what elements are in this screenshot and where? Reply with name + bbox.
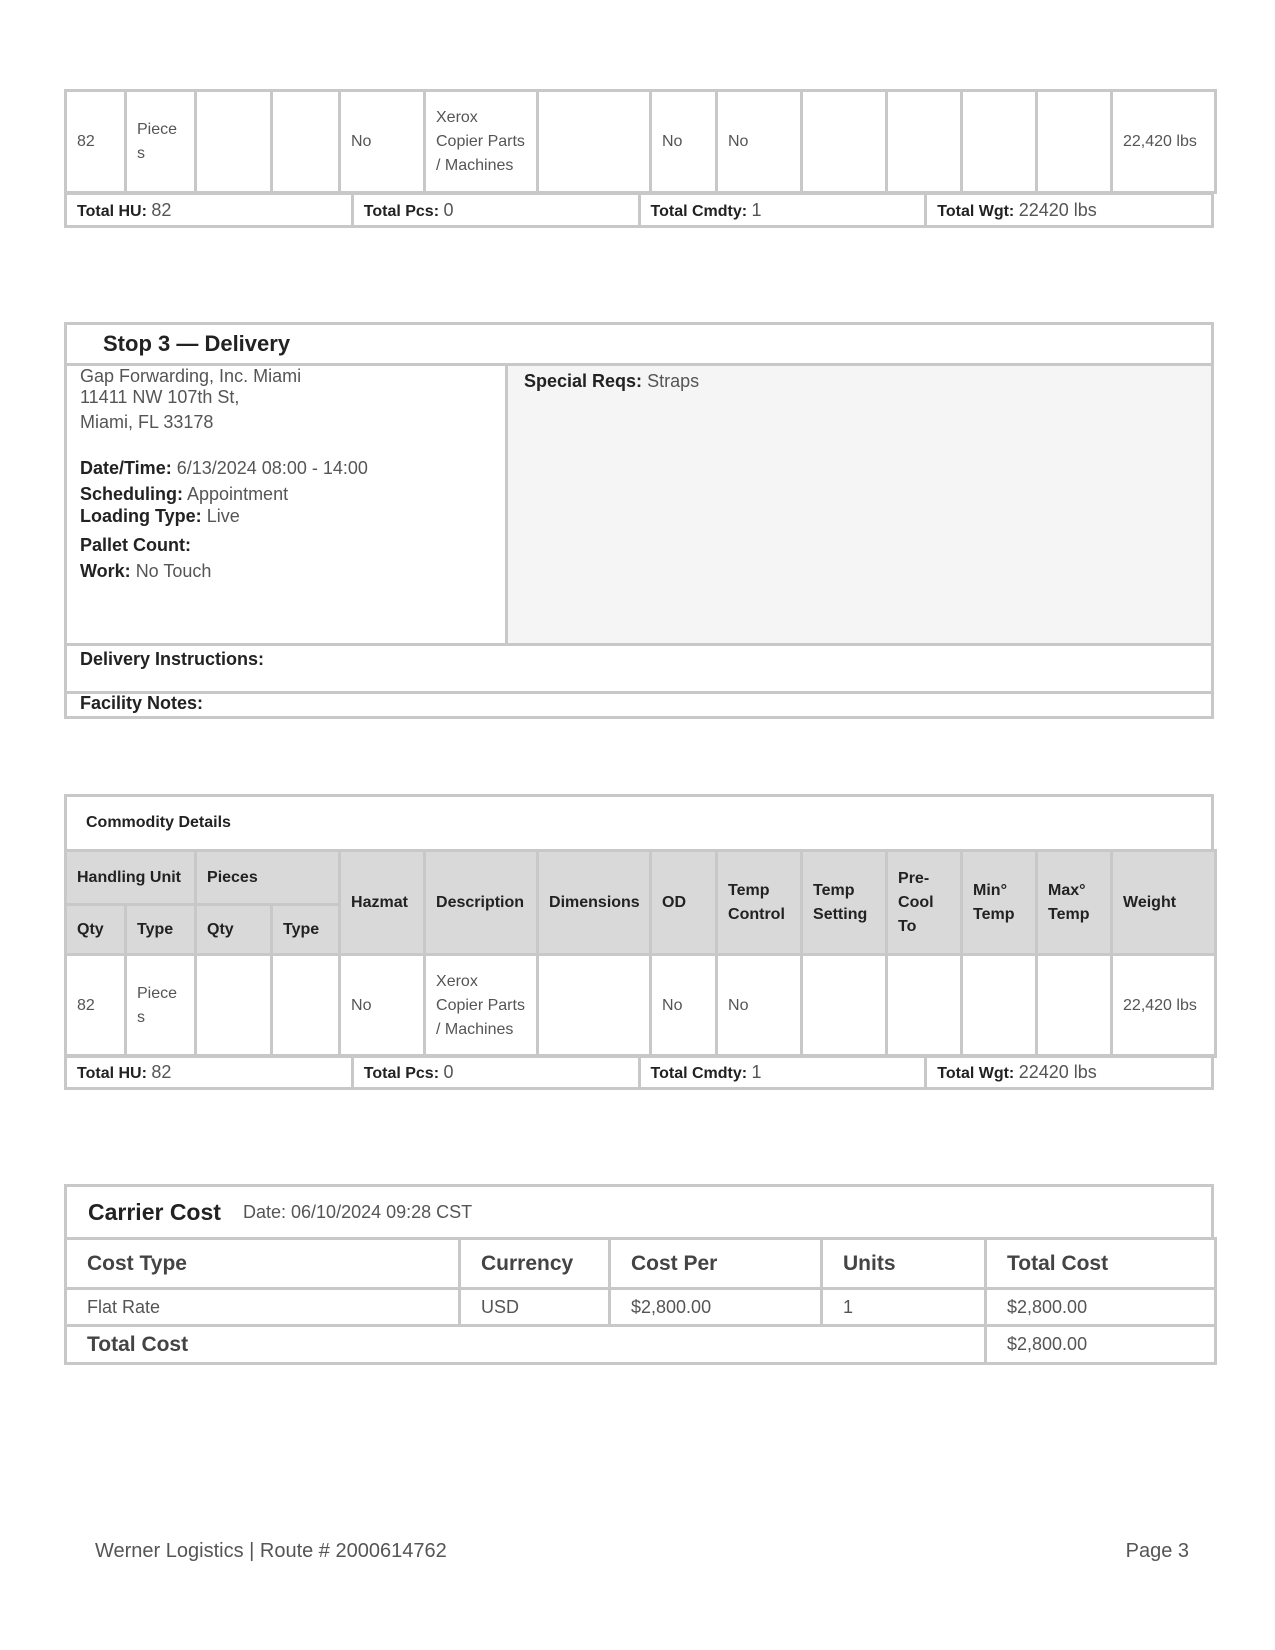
- stop2-totals-table: [64, 192, 1214, 228]
- dimensions-cell: [538, 955, 651, 1057]
- carrier-cost-table: [64, 1237, 1217, 1365]
- hazmat-cell: No: [340, 955, 425, 1057]
- facility-notes-label: Facility Notes:: [80, 693, 204, 713]
- total-wgt: Total Wgt: 22420 lbs: [926, 194, 1213, 227]
- description-cell: Xerox Copier Parts / Machines: [425, 91, 538, 193]
- temp-setting-cell: [802, 91, 887, 193]
- hu-qty-cell: 82: [66, 91, 126, 193]
- stop3-section: [64, 322, 1214, 719]
- carrier-cost-date: Date: 06/10/2024 09:28 CST: [243, 1202, 473, 1222]
- pallet-count-field: Pallet Count:: [80, 535, 191, 555]
- footer-route: Werner Logistics | Route # 2000614762: [95, 1540, 447, 1562]
- col-min-temp: Min° Temp: [962, 851, 1037, 955]
- loading-type-field: Loading Type: Live: [80, 506, 240, 526]
- stop3-title-bar: [67, 325, 1211, 366]
- total-pcs: Total Pcs: 0: [352, 194, 639, 227]
- pcs-type-cell: [272, 955, 340, 1057]
- currency-cell: USD: [460, 1289, 610, 1326]
- cost-per-cell: $2,800.00: [610, 1289, 822, 1326]
- totals-row: [66, 194, 1213, 227]
- min-temp-cell: [962, 955, 1037, 1057]
- temp-control-cell: No: [717, 91, 802, 193]
- col-pcs-type: Type: [272, 905, 340, 955]
- footer-page-number: Page 3: [1125, 1540, 1189, 1562]
- facility-notes-row: [67, 691, 1211, 716]
- table-row: [66, 91, 1216, 193]
- col-cost-per: Cost Per: [610, 1239, 822, 1289]
- cost-type-cell: Flat Rate: [66, 1289, 460, 1326]
- special-reqs-panel: [508, 366, 1211, 643]
- col-pieces: Pieces: [196, 851, 340, 905]
- col-hu-qty: Qty: [66, 905, 126, 955]
- company-name: Gap Forwarding, Inc. Miami: [80, 366, 302, 386]
- carrier-cost-title: Carrier Cost: [88, 1199, 221, 1225]
- stop2-commodity-table: [64, 89, 1217, 194]
- col-od: OD: [651, 851, 717, 955]
- description-cell: Xerox Copier Parts / Machines: [425, 955, 538, 1057]
- stop3-title: Stop 3 — Delivery: [103, 331, 291, 356]
- delivery-instructions-label: Delivery Instructions:: [80, 649, 265, 669]
- hu-qty-cell: 82: [66, 955, 126, 1057]
- temp-control-cell: No: [717, 955, 802, 1057]
- table-row: [66, 955, 1216, 1057]
- stop3-address-panel: [67, 366, 508, 643]
- col-temp-setting: Temp Setting: [802, 851, 887, 955]
- col-pcs-qty: Qty: [196, 905, 272, 955]
- col-currency: Currency: [460, 1239, 610, 1289]
- work-field: Work: No Touch: [80, 561, 212, 581]
- precool-cell: [887, 955, 962, 1057]
- col-units: Units: [822, 1239, 986, 1289]
- col-dimensions: Dimensions: [538, 851, 651, 955]
- address-line-2: Miami, FL 33178: [80, 412, 214, 432]
- pcs-type-cell: [272, 91, 340, 193]
- weight-cell: 22,420 lbs: [1112, 955, 1216, 1057]
- temp-setting-cell: [802, 955, 887, 1057]
- col-hazmat: Hazmat: [340, 851, 425, 955]
- od-cell: No: [651, 91, 717, 193]
- total-hu: Total HU: 82: [66, 194, 353, 227]
- commodity-title: Commodity Details: [86, 814, 231, 831]
- col-total-cost: Total Cost: [986, 1239, 1216, 1289]
- od-cell: No: [651, 955, 717, 1057]
- total-cost-label: Total Cost: [66, 1326, 986, 1364]
- total-cmdty: Total Cmdty: 1: [639, 194, 926, 227]
- special-reqs-field: Special Reqs: Straps: [524, 371, 700, 391]
- header-row: [66, 851, 1216, 905]
- col-cost-type: Cost Type: [66, 1239, 460, 1289]
- pcs-qty-cell: [196, 91, 272, 193]
- col-description: Description: [425, 851, 538, 955]
- pcs-qty-cell: [196, 955, 272, 1057]
- totals-row: [66, 1056, 1213, 1089]
- col-hu-type: Type: [126, 905, 196, 955]
- total-pcs: Total Pcs: 0: [352, 1056, 639, 1089]
- hazmat-cell: No: [340, 91, 425, 193]
- total-cost-cell: $2,800.00: [986, 1289, 1216, 1326]
- carrier-cost-title-bar: [64, 1184, 1214, 1240]
- max-temp-cell: [1037, 955, 1112, 1057]
- hu-type-cell: Pieces: [126, 91, 196, 193]
- table-row: [66, 1289, 1216, 1326]
- header-row: [66, 1239, 1216, 1289]
- units-cell: 1: [822, 1289, 986, 1326]
- col-max-temp: Max° Temp: [1037, 851, 1112, 955]
- weight-cell: 22,420 lbs: [1112, 91, 1216, 193]
- total-row: [66, 1326, 1216, 1364]
- dimensions-cell: [538, 91, 651, 193]
- total-wgt: Total Wgt: 22420 lbs: [926, 1056, 1213, 1089]
- commodity-totals-table: [64, 1054, 1214, 1090]
- commodity-table: [64, 849, 1217, 1058]
- total-cost-value: $2,800.00: [986, 1326, 1216, 1364]
- hu-type-cell: Pieces: [126, 955, 196, 1057]
- col-temp-control: Temp Control: [717, 851, 802, 955]
- precool-cell: [887, 91, 962, 193]
- total-cmdty: Total Cmdty: 1: [639, 1056, 926, 1089]
- scheduling-field: Scheduling: Appointment: [80, 484, 289, 504]
- datetime-field: Date/Time: 6/13/2024 08:00 - 14:00: [80, 458, 368, 478]
- address-line-1: 11411 NW 107th St,: [80, 387, 240, 407]
- max-temp-cell: [1037, 91, 1112, 193]
- min-temp-cell: [962, 91, 1037, 193]
- col-handling-unit: Handling Unit: [66, 851, 196, 905]
- delivery-instructions-row: [67, 643, 1211, 694]
- col-weight: Weight: [1112, 851, 1216, 955]
- commodity-title-bar: [64, 794, 1214, 852]
- col-precool: Pre-Cool To: [887, 851, 962, 955]
- total-hu: Total HU: 82: [66, 1056, 353, 1089]
